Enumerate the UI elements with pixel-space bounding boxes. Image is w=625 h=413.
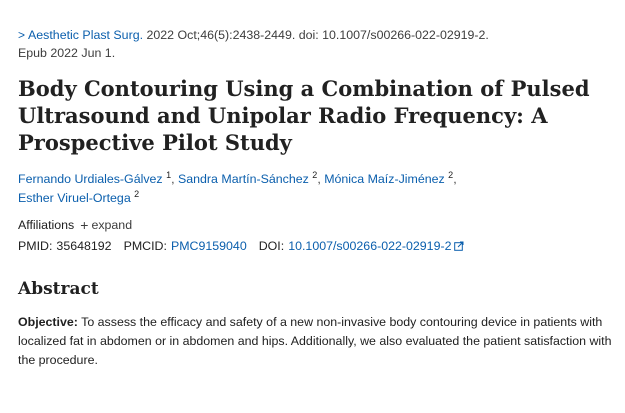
author-list: Fernando Urdiales-Gálvez $^1$, Sandra Martín-Sánchez $^2$, Mónica Maíz-Jiménez $^2$, Esther Viruel-Ortega $^2$ [18, 169, 457, 205]
author-link[interactable]: Mónica Maíz-Jiménez [324, 172, 445, 186]
affiliations-row [18, 218, 618, 232]
author-affiliation-ref[interactable]: 2 [448, 169, 454, 180]
author-link[interactable]: Fernando Urdiales-Gálvez [18, 172, 163, 186]
author-affiliation-ref[interactable]: 2 [312, 169, 318, 180]
chevron-right-icon[interactable]: > [18, 28, 26, 42]
plus-icon: + [80, 217, 89, 233]
objective-label: Objective: [18, 315, 78, 330]
affiliations-label: Affiliations [18, 218, 75, 232]
citation [18, 26, 608, 62]
abstract-objective [18, 313, 618, 370]
author-link[interactable]: Esther Viruel-Ortega [18, 191, 131, 205]
author-link[interactable]: Sandra Martín-Sánchez [177, 172, 309, 186]
objective-text: To assess the efficacy and safety of a new non-invasive body contouring device in patients with localized fat in abdomen or in abdomen and hips. Additionally, we also evaluated the patient satisfaction with the procedure. [18, 315, 612, 368]
author-affiliation-ref[interactable]: 1 [166, 169, 172, 180]
abstract-heading: Abstract [18, 279, 99, 299]
affiliations-expand-button[interactable] [80, 218, 132, 232]
external-link-icon[interactable] [454, 241, 464, 251]
pmcid-label: PMCID: [123, 239, 167, 253]
pmid-label: PMID: [18, 239, 53, 253]
pmcid-link[interactable]: PMC9159040 [170, 239, 247, 253]
doi-label: DOI: [258, 239, 285, 253]
journal-link[interactable]: Aesthetic Plast Surg. [28, 28, 144, 42]
epub-date: Epub 2022 Jun 1. [18, 46, 116, 60]
identifiers-row [18, 239, 618, 253]
citation-details: 2022 Oct;46(5):2438-2449. doi: 10.1007/s00266-022-02919-2. [146, 28, 489, 42]
expand-label: expand [91, 218, 133, 232]
author-affiliation-ref[interactable]: 2 [134, 188, 140, 199]
doi-link[interactable]: 10.1007/s00266-022-02919-2 [288, 239, 452, 253]
pmid-value: 35648192 [56, 239, 112, 253]
article-title: Body Contouring Using a Combination of Pulsed Ultrasound and Unipolar Radio Frequency: A Prospective Pilot Study [18, 76, 590, 155]
